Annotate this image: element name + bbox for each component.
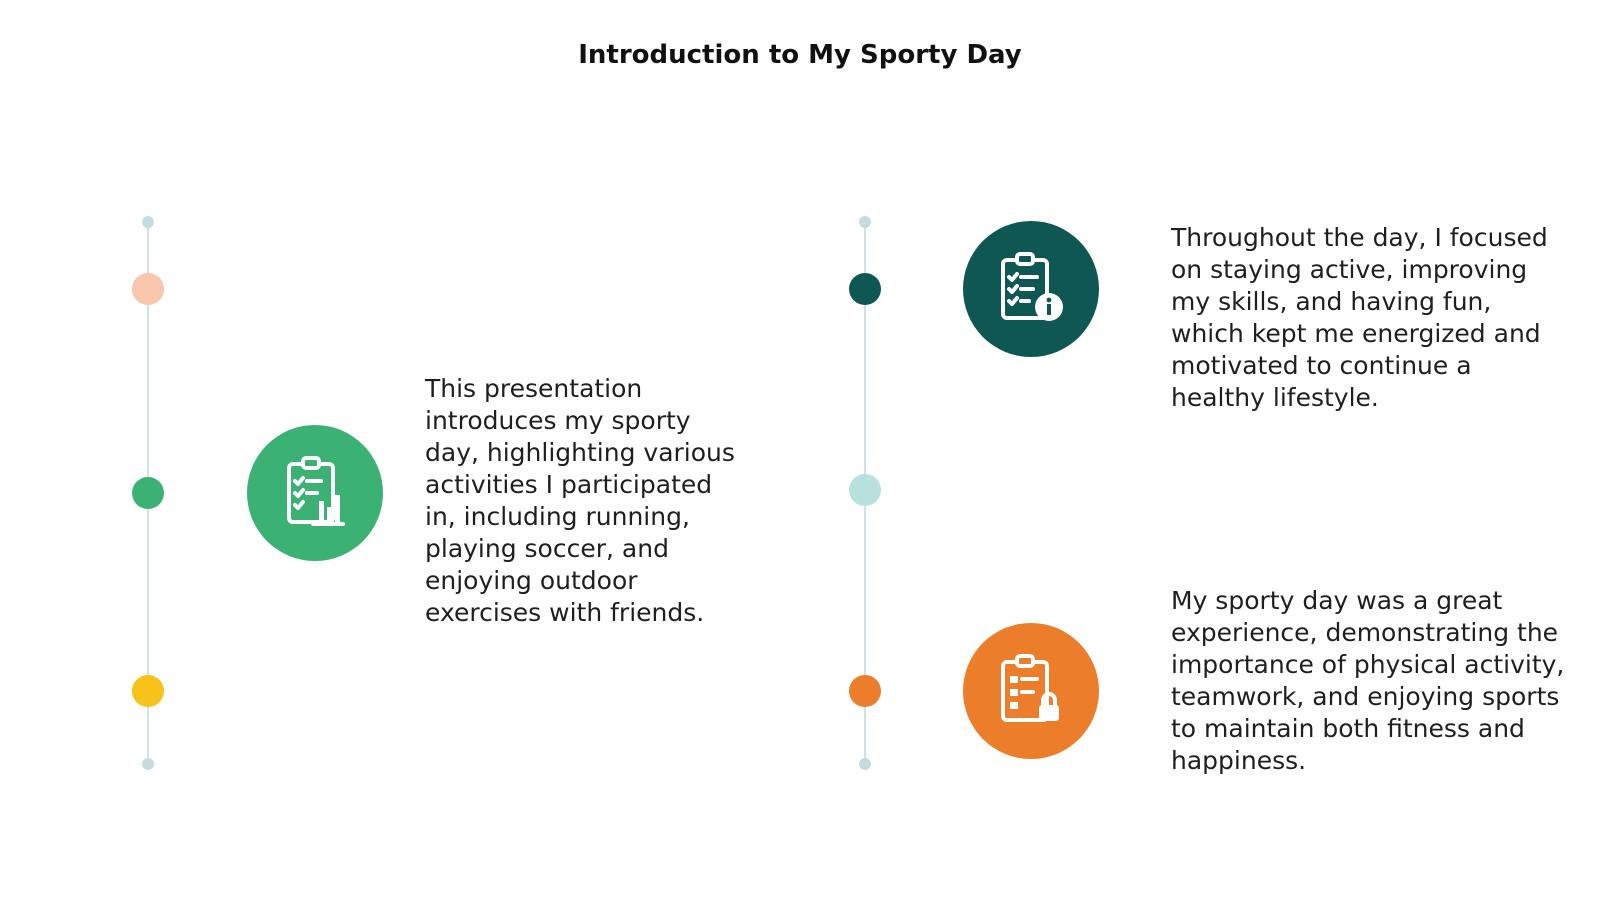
clipboard-chart-icon: [247, 425, 383, 561]
left-timeline-top-endpoint: [142, 216, 154, 228]
item-text-1: This presentation introduces my sporty day, highlighting various activities I participated in, including running, playing soccer, and enjoying outdoor exercises with friends.: [425, 374, 735, 627]
left-timeline-bottom-endpoint: [142, 758, 154, 770]
right-timeline-mint-node: [849, 474, 881, 506]
clipboard-lock-icon: [963, 623, 1099, 759]
right-timeline-orange-node: [849, 675, 881, 707]
right-timeline-teal-node: [849, 273, 881, 305]
page-title: Introduction to My Sporty Day: [578, 40, 1022, 70]
right-timeline-bottom-endpoint: [859, 758, 871, 770]
left-timeline-yellow-node: [132, 675, 164, 707]
item-text-2: Throughout the day, I focused on staying active, improving my skills, and having fun, which kept me energized and motivated to continue a healthy lifestyle.: [1171, 223, 1548, 412]
item-text-3: My sporty day was a great experience, demonstrating the importance of physical activity, teamwork, and enjoying sports to maintain both fitness and happiness.: [1171, 586, 1565, 775]
clipboard-info-icon: [963, 221, 1099, 357]
right-timeline-top-endpoint: [859, 216, 871, 228]
left-timeline-peach-node: [132, 273, 164, 305]
left-timeline-green-node: [132, 477, 164, 509]
